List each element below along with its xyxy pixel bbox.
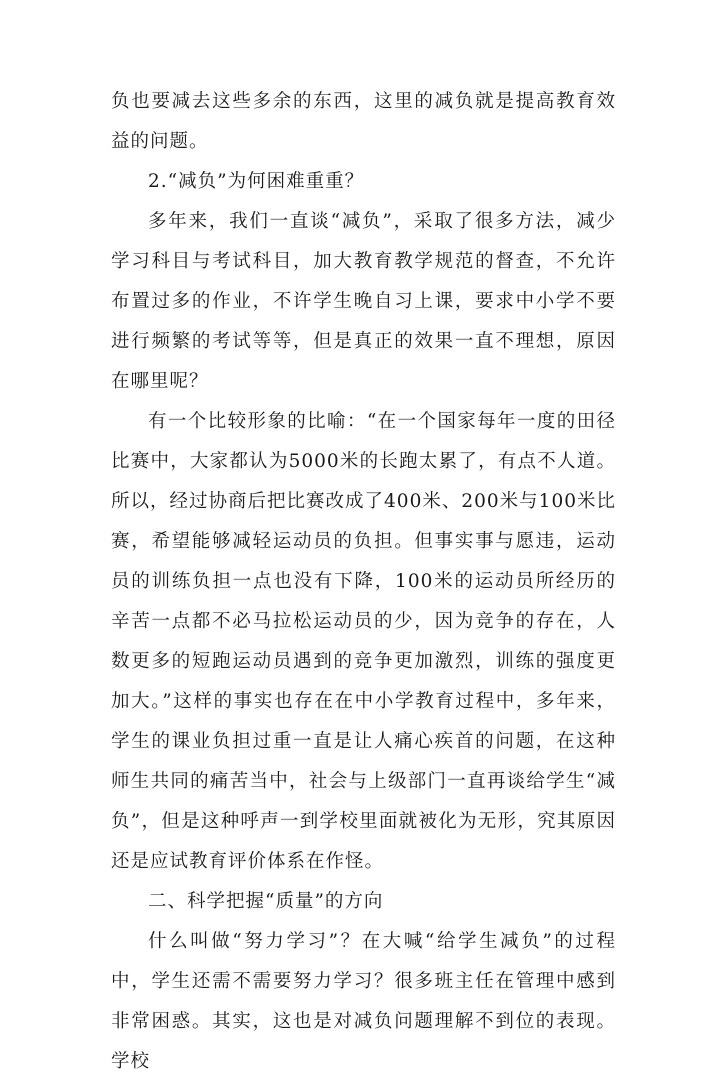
paragraph-analogy: 有一个比较形象的比喻：“在一个国家每年一度的田径比赛中，大家都认为5000米的长跑太累了，有点不人道。所以，经过协商后把比赛改成了400米、200米与100米比赛，希望能够减轻运动员的负担。但事实事与愿违，运动员的训练负担一点也没有下降，100米的运动员所经历的辛苦一点都不必马拉松运动员的少，因为竞争的存在，人数更多的短跑运动员遇到的竞争更加激烈，训练的强度更加大。”这样的事实也存在在中小学教育过程中，多年来，学生的课业负担过重一直是让人痛心疾首的问题，在这种师生共同的痛苦当中，社会与上级部门一直再谈给学生“减负”，但是这种呼声一到学校里面就被化为无形，究其原因还是应试教育评价体系在作怪。	[111, 411, 616, 872]
section-heading-quality-direction: 二、科学把握“质量”的方向	[148, 891, 384, 912]
paragraph-continuation: 负也要减去这些多余的东西，这里的减负就是提高教育效益的问题。	[111, 91, 616, 152]
paragraph-many-years: 多年来，我们一直谈“减负”，采取了很多方法，减少学习科目与考试科目，加大教育教学规范的督查，不允许布置过多的作业，不许学生晚自习上课，要求中小学不要进行频繁的考试等等，但是真正的效果一直不理想，原因在哪里呢？	[111, 211, 616, 392]
paragraph-hard-study: 什么叫做“努力学习”？在大喊“给学生减负”的过程中，学生还需不需要努力学习？很多班主任在管理中感到非常困惑。其实，这也是对减负问题理解不到位的表现。学校	[111, 931, 616, 1072]
document-body	[111, 82, 616, 1082]
section-heading-reduce-burden-difficulty: 2.“减负”为何困难重重？	[148, 171, 365, 192]
